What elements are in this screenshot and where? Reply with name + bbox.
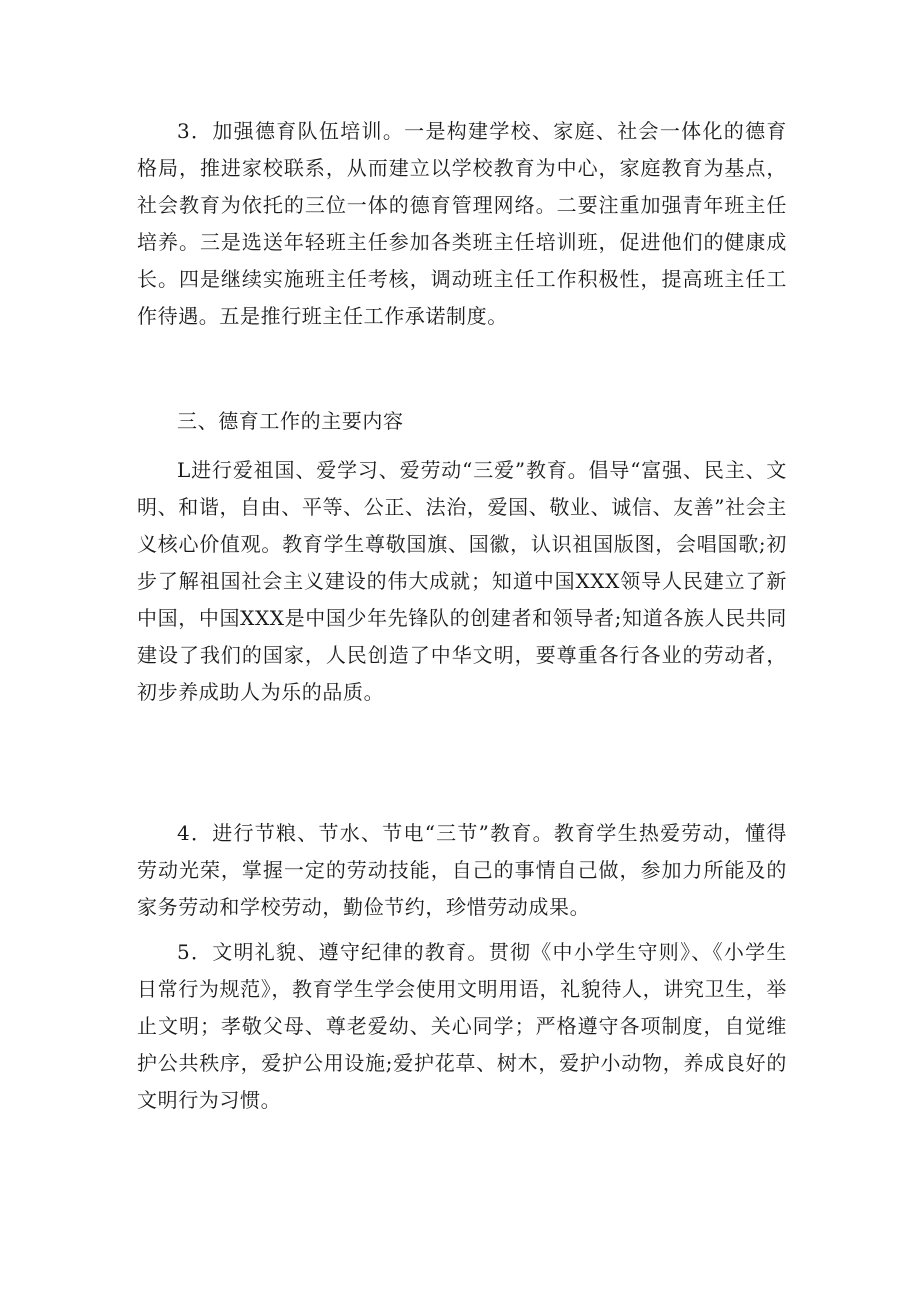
paragraph-text: 3．加强德育队伍培训。一是构建学校、家庭、社会一体化的德育格局，推进家校联系，从而建立以学校教育为中心，家庭教育为基点，社会教育为依托的三位一体的德育管理网络。二要注重加强青年班主任培养。三是选送年轻班主任参加各类班主任培训班，促进他们的健康成长。四是继续实施班主任考核，调动班主任工作积极性，提高班主任工作待遇。五是推行班主任工作承诺制度。 — [137, 119, 787, 328]
paragraph-team-training — [137, 113, 787, 335]
paragraph-text: 5．文明礼貌、遵守纪律的教育。贯彻《中小学生守则》、《小学生日常行为规范》，教育学生学会使用文明用语，礼貌待人，讲究卫生，举止文明；孝敬父母、尊老爱幼、关心同学；严格遵守各项制度，自觉维护公共秩序，爱护公用设施;爱护花草、树木，爱护小动物，养成良好的文明行为习惯。 — [137, 940, 787, 1112]
paragraph-civility-discipline — [137, 934, 787, 1119]
section-heading: 三、德育工作的主要内容 — [177, 409, 404, 433]
paragraph-text: 4．进行节粮、节水、节电“三节”教育。教育学生热爱劳动，懂得劳动光荣，掌握一定的劳动技能，自己的事情自己做，参加力所能及的家务劳动和学校劳动，勤俭节约，珍惜劳动成果。 — [137, 821, 787, 919]
paragraph-three-loves — [137, 452, 787, 711]
paragraph-three-savings — [137, 815, 787, 926]
paragraph-text: L进行爱祖国、爱学习、爱劳动“三爱”教育。倡导“富强、民主、文明、和谐，自由、平等、公正、法治，爱国、敬业、诚信、友善”社会主义核心价值观。教育学生尊敬国旗、国徽，认识祖国版图，会唱国歌;初步了解祖国社会主义建设的伟大成就；知道中国XXX领导人民建立了新中国，中国XXX是中国少年先锋队的创建者和领导者;知道各族人民共同建设了我们的国家，人民创造了中华文明，要尊重各行各业的劳动者，初步养成助人为乐的品质。 — [137, 458, 787, 704]
